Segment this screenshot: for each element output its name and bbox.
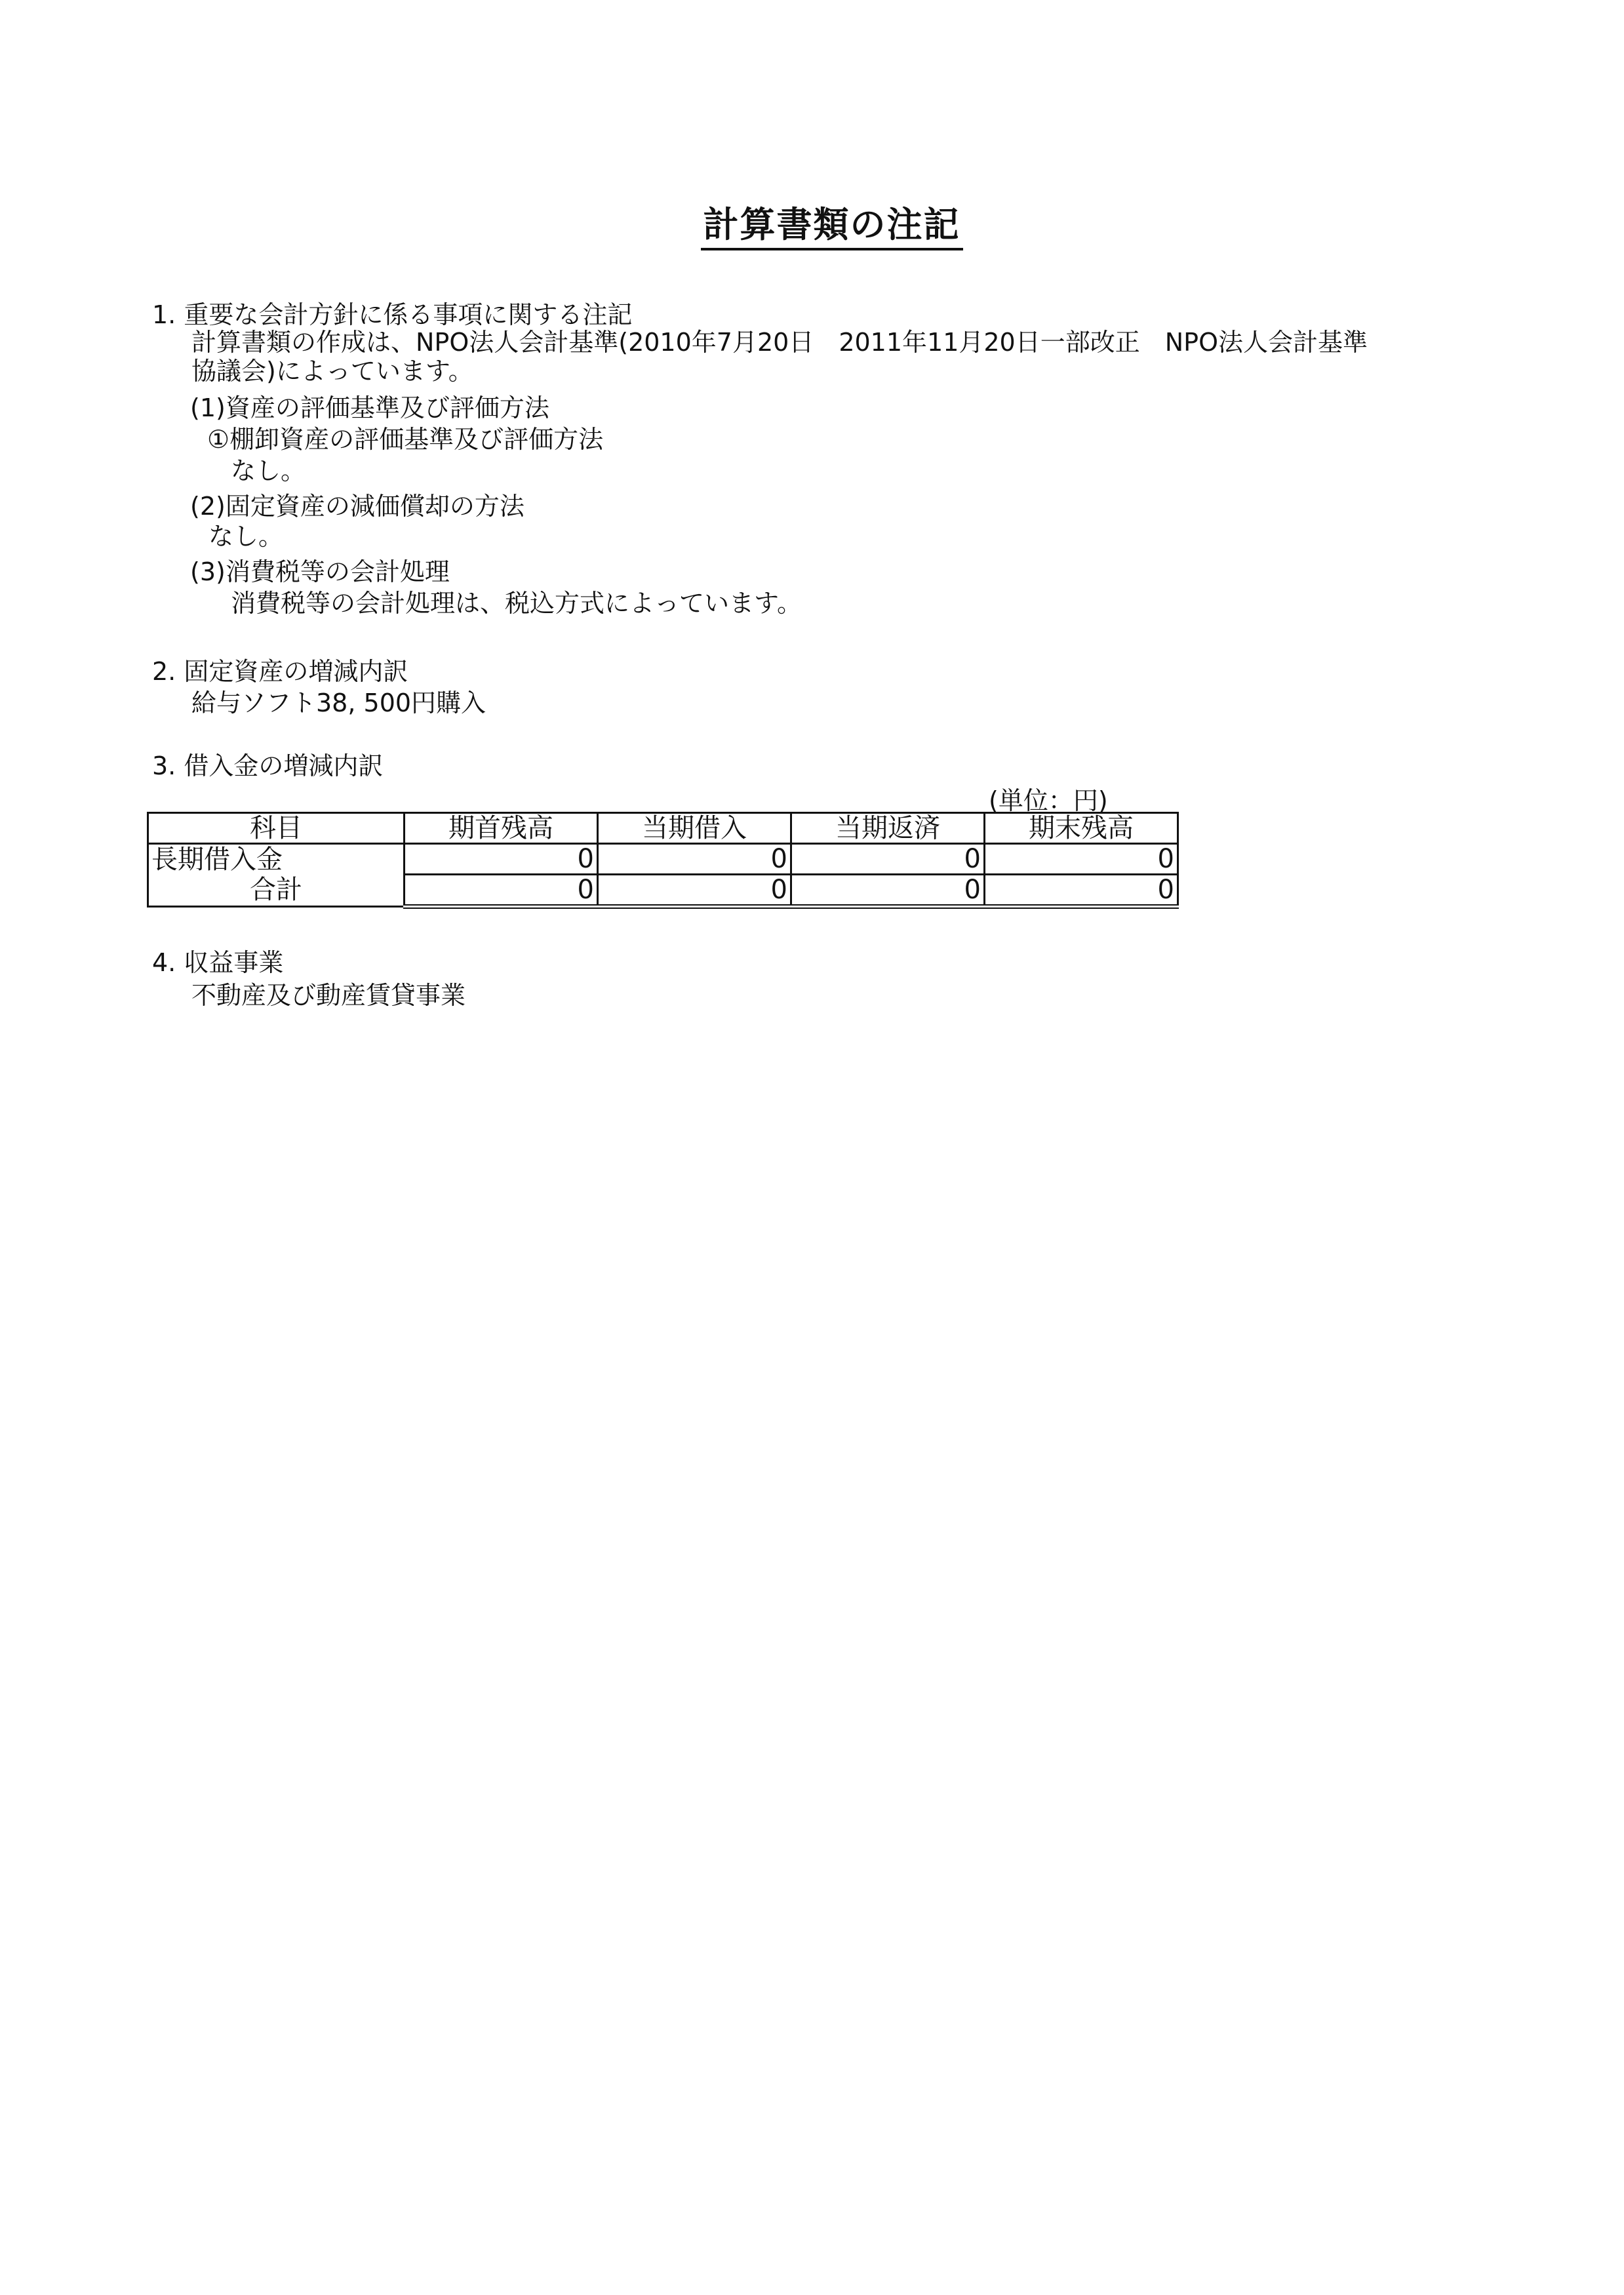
page-title	[0, 197, 1624, 247]
table-cell: 0	[598, 844, 791, 875]
title-text: 計算書類の注記	[701, 204, 963, 250]
unit-label: (単位：円)	[989, 786, 1108, 815]
borrowings-table	[147, 812, 1179, 909]
header-cell: 期末残高	[985, 813, 1178, 844]
table-row	[148, 844, 1178, 875]
section1-heading: 1. 重要な会計方針に係る事項に関する注記	[152, 300, 633, 329]
table-cell: 0	[598, 875, 791, 907]
subsection3-heading: (3)消費税等の会計処理	[190, 557, 450, 586]
table-cell: 0	[791, 875, 985, 907]
table-cell: 0	[985, 844, 1178, 875]
section1-line2: 協議会)によっています。	[191, 357, 473, 386]
header-cell: 当期返済	[791, 813, 985, 844]
table-cell: 0	[405, 875, 598, 907]
row-label: 長期借入金	[148, 844, 405, 875]
section2-heading: 2. 固定資産の増減内訳	[152, 657, 408, 686]
header-cell: 期首残高	[405, 813, 598, 844]
subsection1a-body: なし。	[231, 456, 306, 485]
table-header-row	[148, 813, 1178, 844]
subsection3-body: 消費税等の会計処理は、税込方式によっています。	[231, 589, 802, 618]
header-cell: 科目	[148, 813, 405, 844]
section4-body: 不動産及び動産賃貸事業	[191, 981, 466, 1010]
table-cell: 0	[985, 875, 1178, 907]
table-cell: 0	[791, 844, 985, 875]
row-label: 合計	[148, 875, 405, 907]
section4-heading: 4. 収益事業	[152, 948, 284, 977]
table-cell: 0	[405, 844, 598, 875]
subsection1-heading: (1)資産の評価基準及び評価方法	[190, 393, 549, 422]
subsection2-body: なし。	[208, 522, 284, 551]
section1-line1: 計算書類の作成は、NPO法人会計基準(2010年7月20日 2011年11月20日一部改正 NPO法人会計基準	[191, 328, 1368, 357]
section2-body: 給与ソフト38, 500円購入	[191, 688, 486, 717]
header-cell: 当期借入	[598, 813, 791, 844]
subsection2-heading: (2)固定資産の減価償却の方法	[190, 492, 525, 521]
subsection1a-heading: ①棚卸資産の評価基準及び評価方法	[207, 425, 604, 454]
table-total-row	[148, 875, 1178, 907]
section3-heading: 3. 借入金の増減内訳	[152, 751, 384, 780]
